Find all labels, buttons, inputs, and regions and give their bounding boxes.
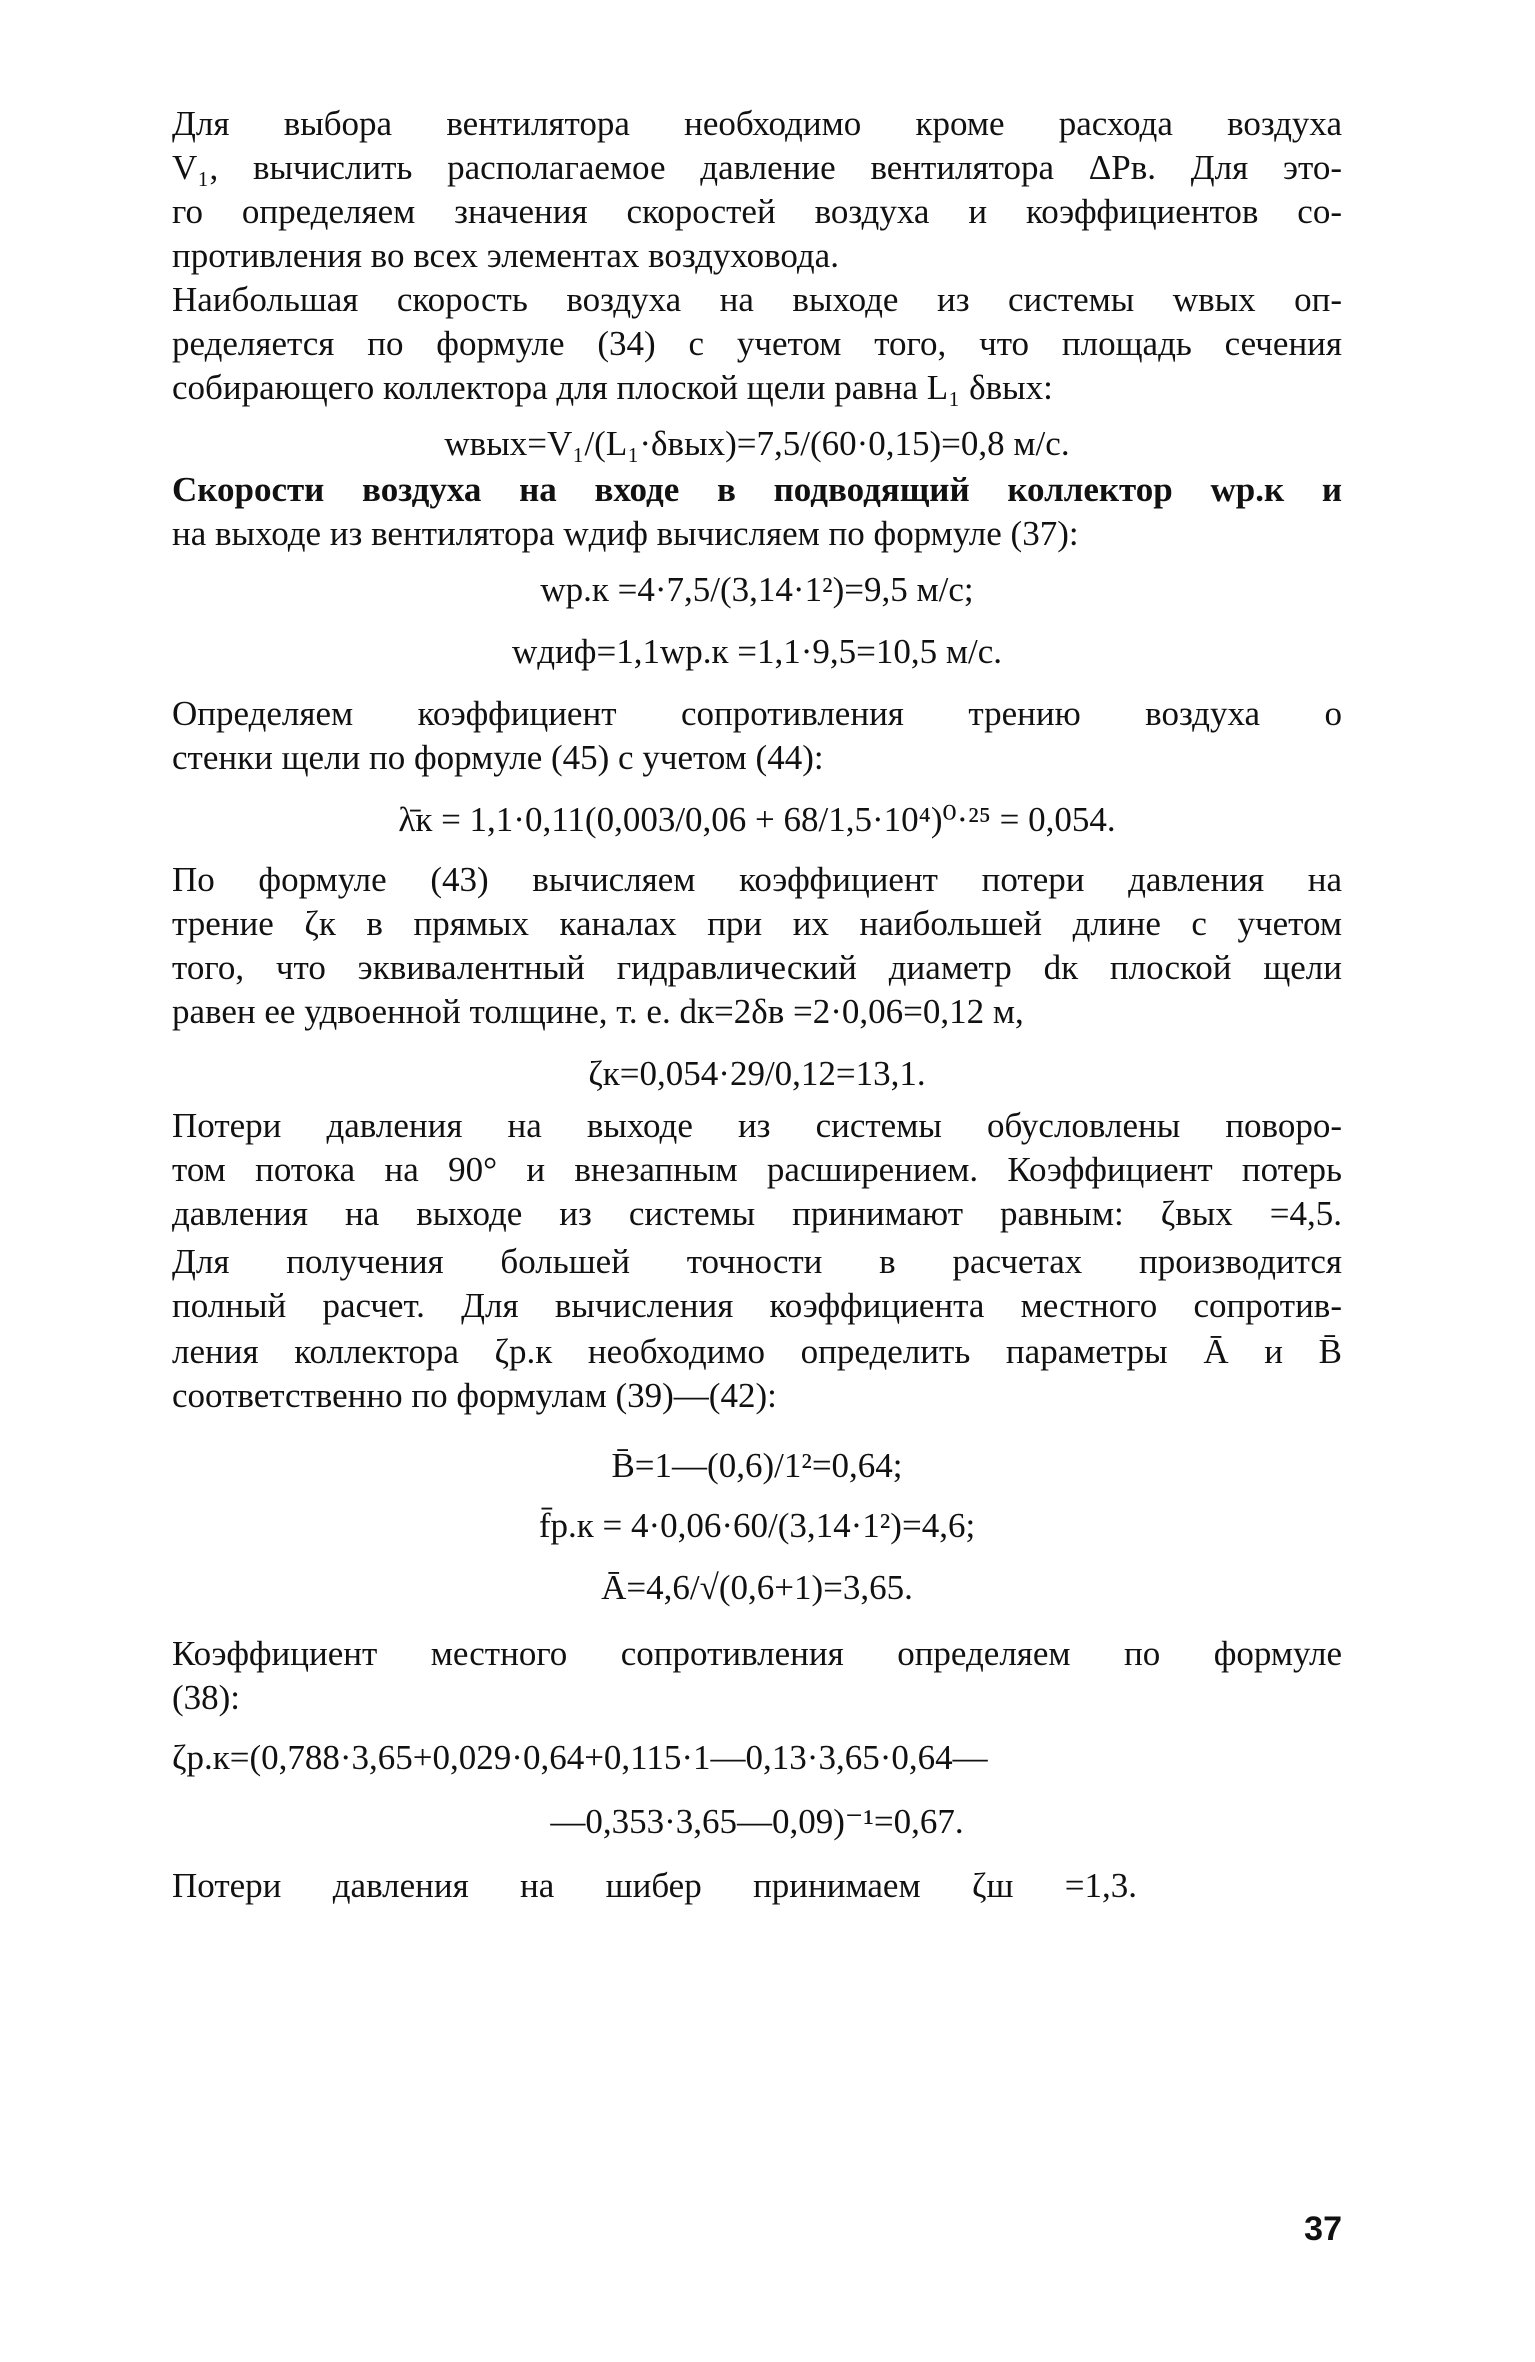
text-line: трение ζк в прямых каналах при их наибольшей длине с учетом — [172, 904, 1342, 943]
text-line: ления коллектора ζр.к необходимо определить параметры Ā и B̄ — [172, 1332, 1342, 1371]
text-line: Для получения большей точности в расчетах производится — [172, 1242, 1342, 1281]
text-line: равен ее удвоенной толщине, т. е. dк=2δв =2·0,06=0,12 м, — [172, 992, 1024, 1031]
text-line: соответственно по формулам (39)—(42): — [172, 1376, 777, 1415]
text-line: Скорости воздуха на входе в подводящий коллектор wр.к и — [172, 470, 1342, 509]
text-line: Коэффициент местного сопротивления определяем по формуле — [172, 1634, 1342, 1673]
formula: ζр.к=(0,788·3,65+0,029·0,64+0,115·1—0,13·3,65·0,64— — [172, 1738, 988, 1777]
formula: wдиф=1,1wр.к =1,1·9,5=10,5 м/с. — [511, 632, 1003, 671]
text-line: полный расчет. Для вычисления коэффициента местного сопротив- — [172, 1286, 1342, 1325]
formula: λ̄к = 1,1·0,11(0,003/0,06 + 68/1,5·10⁴)⁰·²⁵ = 0,054. — [398, 800, 1116, 839]
text-line: Определяем коэффициент сопротивления трению воздуха о — [172, 694, 1342, 733]
formula: f̄р.к = 4·0,06·60/(3,14·1²)=4,6; — [538, 1506, 976, 1545]
text-line: том потока на 90° и внезапным расширением. Коэффициент потерь — [172, 1150, 1342, 1189]
text-line: давления на выходе из системы принимают равным: ζвых =4,5. — [172, 1194, 1342, 1233]
text-line: ределяется по формуле (34) с учетом того, что площадь сечения — [172, 324, 1342, 363]
text-line: По формуле (43) вычисляем коэффициент потери давления на — [172, 860, 1342, 899]
text-line: Потери давления на шибер принимаем ζш =1,3. — [172, 1866, 1137, 1905]
formula: wр.к =4·7,5/(3,14·1²)=9,5 м/с; — [540, 570, 974, 609]
text-line: того, что эквивалентный гидравлический диаметр dк плоской щели — [172, 948, 1342, 987]
text-line: стенки щели по формуле (45) с учетом (44): — [172, 738, 824, 777]
text-line: го определяем значения скоростей воздуха и коэффициентов со- — [172, 192, 1342, 231]
page-number: 37 — [1304, 2210, 1342, 2248]
text-line: Потери давления на выходе из системы обусловлены поворо- — [172, 1106, 1342, 1145]
text-line: Для выбора вентилятора необходимо кроме расхода воздуха — [172, 104, 1342, 143]
text-line: (38): — [172, 1678, 241, 1717]
text-line: на выходе из вентилятора wдиф вычисляем по формуле (37): — [172, 514, 1079, 553]
text-line: собирающего коллектора для плоской щели равна L₁ δвых: — [172, 368, 1053, 407]
formula: Ā=4,6/√(0,6+1)=3,65. — [601, 1568, 913, 1607]
formula: B̄=1—(0,6)/1²=0,64; — [611, 1446, 903, 1485]
text-line: противления во всех элементах воздуховода. — [172, 236, 839, 275]
formula: —0,353·3,65—0,09)⁻¹=0,67. — [550, 1802, 964, 1841]
formula: wвых=V₁/(L₁·δвых)=7,5/(60·0,15)=0,8 м/с. — [444, 424, 1070, 463]
text-line: Наибольшая скорость воздуха на выходе из системы wвых оп- — [172, 280, 1342, 319]
formula: ζк=0,054·29/0,12=13,1. — [588, 1054, 926, 1093]
text-line: V₁, вычислить располагаемое давление вентилятора ΔPв. Для это- — [172, 148, 1342, 187]
